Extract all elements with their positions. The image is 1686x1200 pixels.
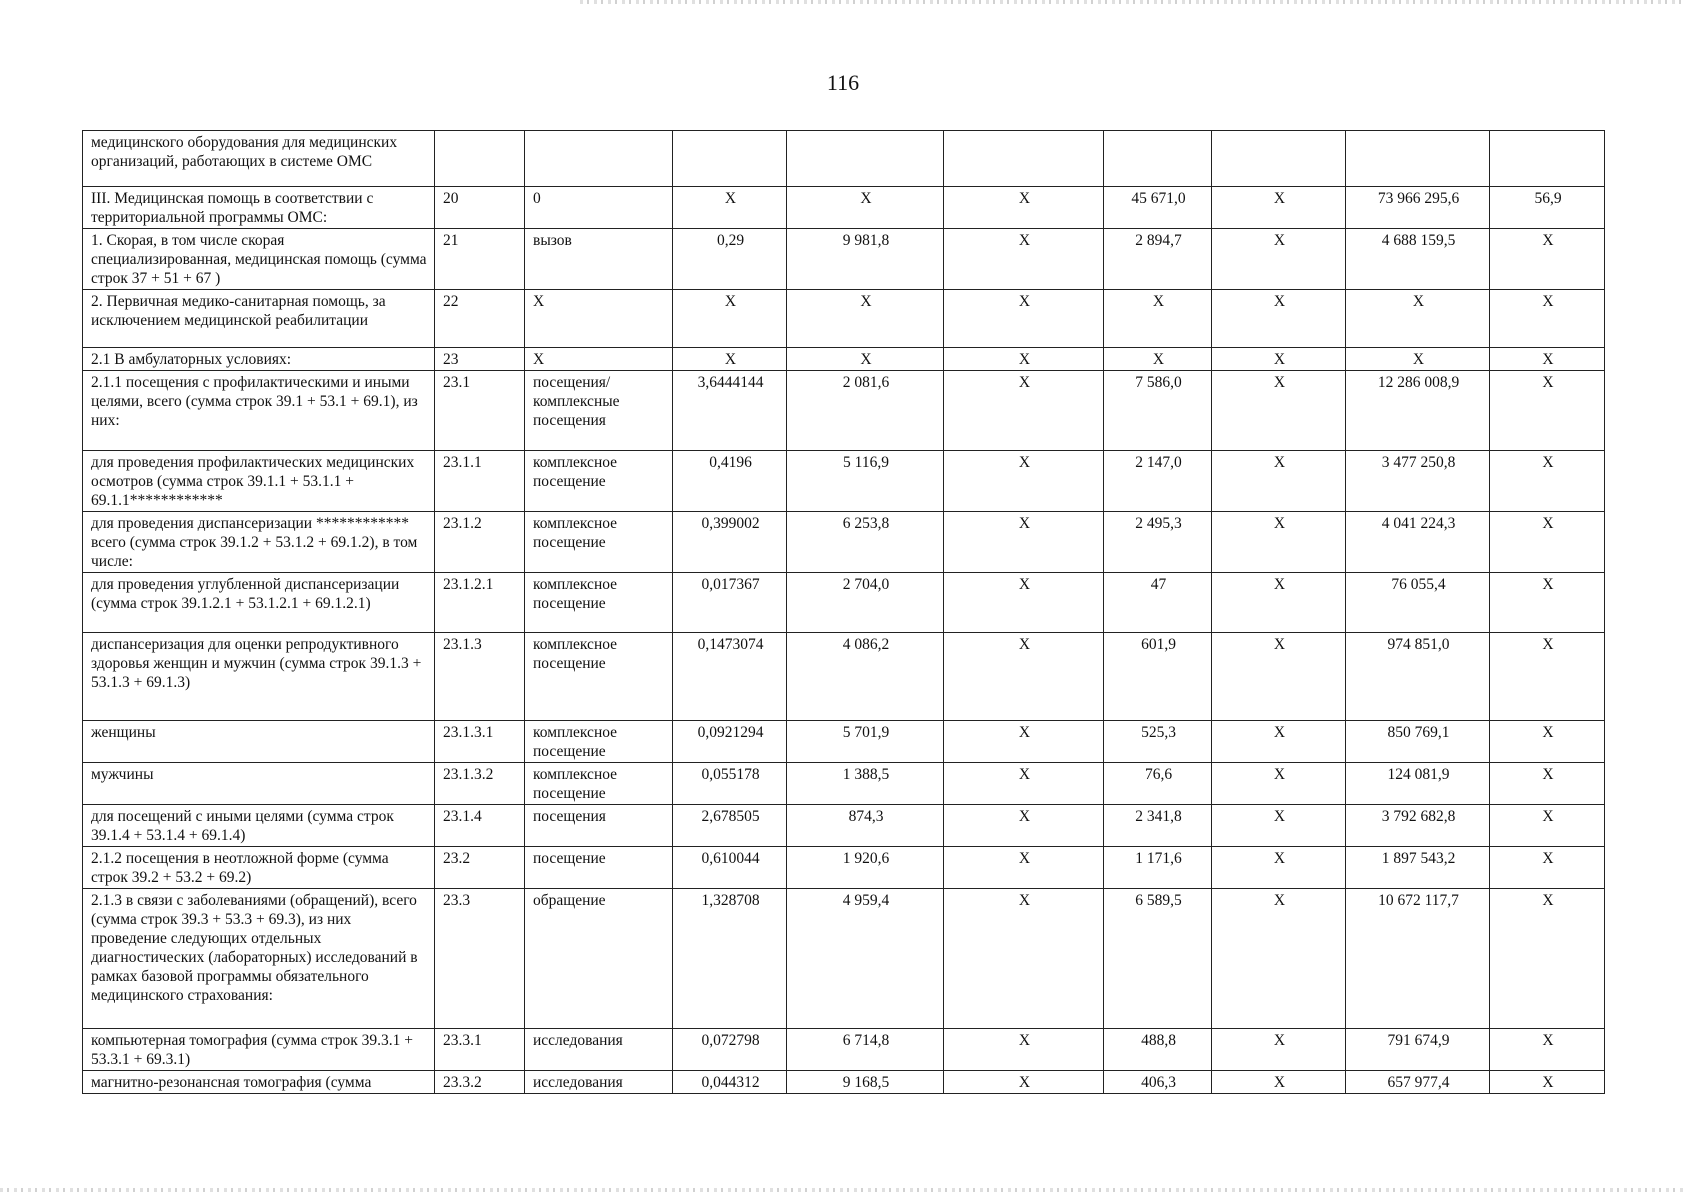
value-cell: X (944, 512, 1104, 573)
value-cell: 0,072798 (673, 1029, 787, 1071)
value-cell: 1,328708 (673, 889, 787, 1029)
value-cell: X (944, 1029, 1104, 1071)
table-row (83, 633, 1605, 721)
value-cell: 874,3 (787, 805, 944, 847)
value-cell: X (1212, 573, 1346, 633)
table-row (83, 512, 1605, 573)
value-cell: 2 495,3 (1104, 512, 1212, 573)
value-cell: 3,6444144 (673, 371, 787, 451)
value-cell: X (944, 805, 1104, 847)
value-cell: X (944, 348, 1104, 371)
value-cell: 56,9 (1490, 187, 1605, 229)
value-cell: 1 388,5 (787, 763, 944, 805)
value-cell: 124 081,9 (1346, 763, 1490, 805)
row-number: 23.1.2.1 (435, 573, 525, 633)
row-label: 1. Скорая, в том числе скорая специализированная, медицинская помощь (сумма строк 37 + 51 + 67 ) (83, 229, 435, 290)
table-row (83, 721, 1605, 763)
value-cell: 657 977,4 (1346, 1071, 1490, 1094)
value-cell: X (1104, 348, 1212, 371)
value-cell: X (1212, 451, 1346, 512)
unit-cell: комплексное посещение (525, 512, 673, 573)
value-cell: 10 672 117,7 (1346, 889, 1490, 1029)
value-cell: X (944, 573, 1104, 633)
row-label: магнитно-резонансная томография (сумма (83, 1071, 435, 1094)
value-cell: 5 116,9 (787, 451, 944, 512)
row-label: 2.1.1 посещения с профилактическими и иными целями, всего (сумма строк 39.1 + 53.1 + 69.1), из них: (83, 371, 435, 451)
unit-cell: X (525, 348, 673, 371)
value-cell (1490, 131, 1605, 187)
value-cell: 2,678505 (673, 805, 787, 847)
value-cell: X (1490, 1071, 1605, 1094)
value-cell: X (1490, 348, 1605, 371)
value-cell: 0,399002 (673, 512, 787, 573)
unit-cell: комплексное посещение (525, 721, 673, 763)
unit-cell: 0 (525, 187, 673, 229)
value-cell: 9 168,5 (787, 1071, 944, 1094)
value-cell: X (1212, 348, 1346, 371)
value-cell: X (787, 187, 944, 229)
value-cell: X (1212, 229, 1346, 290)
value-cell: 0,017367 (673, 573, 787, 633)
value-cell: X (1212, 847, 1346, 889)
row-number: 23.1 (435, 371, 525, 451)
table-body (83, 131, 1605, 1094)
table-row (83, 451, 1605, 512)
value-cell: 4 959,4 (787, 889, 944, 1029)
value-cell: 76,6 (1104, 763, 1212, 805)
value-cell: X (944, 721, 1104, 763)
value-cell: X (1212, 805, 1346, 847)
value-cell: 4 688 159,5 (1346, 229, 1490, 290)
value-cell: X (1490, 1029, 1605, 1071)
unit-cell: обращение (525, 889, 673, 1029)
unit-cell: исследования (525, 1071, 673, 1094)
value-cell: 2 147,0 (1104, 451, 1212, 512)
row-number: 23.1.3.2 (435, 763, 525, 805)
value-cell: 1 171,6 (1104, 847, 1212, 889)
value-cell (944, 131, 1104, 187)
value-cell: X (944, 633, 1104, 721)
value-cell: X (944, 451, 1104, 512)
value-cell: 406,3 (1104, 1071, 1212, 1094)
unit-cell: посещения/комплексные посещения (525, 371, 673, 451)
table-row (83, 1029, 1605, 1071)
value-cell: X (944, 187, 1104, 229)
value-cell: 76 055,4 (1346, 573, 1490, 633)
value-cell: X (944, 847, 1104, 889)
unit-cell: комплексное посещение (525, 633, 673, 721)
value-cell: 7 586,0 (1104, 371, 1212, 451)
value-cell: 9 981,8 (787, 229, 944, 290)
row-label: диспансеризация для оценки репродуктивного здоровья женщин и мужчин (сумма строк 39.1.3 + 53.1.3 + 69.1.3) (83, 633, 435, 721)
value-cell: 601,9 (1104, 633, 1212, 721)
value-cell: 73 966 295,6 (1346, 187, 1490, 229)
value-cell: X (1490, 371, 1605, 451)
value-cell: X (1490, 889, 1605, 1029)
value-cell: X (1490, 847, 1605, 889)
value-cell: 2 894,7 (1104, 229, 1212, 290)
value-cell: X (944, 889, 1104, 1029)
value-cell: 4 086,2 (787, 633, 944, 721)
value-cell: 12 286 008,9 (1346, 371, 1490, 451)
table-row (83, 763, 1605, 805)
value-cell: X (1104, 290, 1212, 348)
row-label: для проведения профилактических медицинских осмотров (сумма строк 39.1.1 + 53.1.1 + 69.1.1************ (83, 451, 435, 512)
value-cell: X (1346, 290, 1490, 348)
table-row (83, 847, 1605, 889)
value-cell: 0,29 (673, 229, 787, 290)
row-label: компьютерная томография (сумма строк 39.3.1 + 53.3.1 + 69.3.1) (83, 1029, 435, 1071)
value-cell: X (1212, 1029, 1346, 1071)
row-number: 23.1.3.1 (435, 721, 525, 763)
value-cell: 6 253,8 (787, 512, 944, 573)
value-cell: 47 (1104, 573, 1212, 633)
value-cell: X (1490, 805, 1605, 847)
row-number: 20 (435, 187, 525, 229)
row-label: 2.1.3 в связи с заболеваниями (обращений), всего (сумма строк 39.3 + 53.3 + 69.3), из них проведение следующих отдельных диагностических (лабораторных) исследований в рамках базовой программы обязательного медицинского страхования: (83, 889, 435, 1029)
value-cell: X (1212, 1071, 1346, 1094)
value-cell: 5 701,9 (787, 721, 944, 763)
value-cell: X (1490, 573, 1605, 633)
value-cell: 0,044312 (673, 1071, 787, 1094)
table-row (83, 229, 1605, 290)
value-cell: X (1490, 763, 1605, 805)
value-cell: 0,610044 (673, 847, 787, 889)
value-cell: 2 081,6 (787, 371, 944, 451)
page-number: 116 (826, 70, 860, 95)
value-cell: X (1490, 451, 1605, 512)
table-row (83, 131, 1605, 187)
value-cell: X (673, 348, 787, 371)
value-cell: 6 714,8 (787, 1029, 944, 1071)
value-cell: 1 920,6 (787, 847, 944, 889)
budget-table (82, 130, 1605, 1094)
row-label: женщины (83, 721, 435, 763)
row-label: для посещений с иными целями (сумма строк 39.1.4 + 53.1.4 + 69.1.4) (83, 805, 435, 847)
value-cell: X (1212, 371, 1346, 451)
unit-cell: комплексное посещение (525, 573, 673, 633)
value-cell: X (944, 763, 1104, 805)
table-row (83, 187, 1605, 229)
value-cell: 1 897 543,2 (1346, 847, 1490, 889)
value-cell: 45 671,0 (1104, 187, 1212, 229)
value-cell: X (1490, 290, 1605, 348)
value-cell: X (944, 290, 1104, 348)
row-number: 23.1.4 (435, 805, 525, 847)
value-cell: 0,055178 (673, 763, 787, 805)
row-number: 21 (435, 229, 525, 290)
table-row (83, 290, 1605, 348)
row-label: для проведения диспансеризации ************ всего (сумма строк 39.1.2 + 53.1.2 + 69.1.2), в том числе: (83, 512, 435, 573)
row-number: 23.1.1 (435, 451, 525, 512)
unit-cell (525, 131, 673, 187)
row-label: мужчины (83, 763, 435, 805)
row-number: 23.3.2 (435, 1071, 525, 1094)
table-row (83, 371, 1605, 451)
row-number: 23 (435, 348, 525, 371)
value-cell: X (787, 348, 944, 371)
value-cell: 0,1473074 (673, 633, 787, 721)
value-cell (1104, 131, 1212, 187)
value-cell (1346, 131, 1490, 187)
value-cell: 3 792 682,8 (1346, 805, 1490, 847)
value-cell: X (1212, 889, 1346, 1029)
value-cell: X (1212, 633, 1346, 721)
row-label: 2.1 В амбулаторных условиях: (83, 348, 435, 371)
value-cell: X (1490, 633, 1605, 721)
row-number: 23.3.1 (435, 1029, 525, 1071)
value-cell (673, 131, 787, 187)
unit-cell: посещение (525, 847, 673, 889)
value-cell: X (944, 371, 1104, 451)
value-cell: X (1490, 721, 1605, 763)
value-cell: 791 674,9 (1346, 1029, 1490, 1071)
unit-cell: X (525, 290, 673, 348)
value-cell: 850 769,1 (1346, 721, 1490, 763)
value-cell: 4 041 224,3 (1346, 512, 1490, 573)
row-number: 23.2 (435, 847, 525, 889)
value-cell: 3 477 250,8 (1346, 451, 1490, 512)
value-cell: X (673, 290, 787, 348)
row-number: 23.1.3 (435, 633, 525, 721)
value-cell: X (1212, 512, 1346, 573)
unit-cell: комплексное посещение (525, 451, 673, 512)
value-cell (1212, 131, 1346, 187)
row-label: 2. Первичная медико-санитарная помощь, за исключением медицинской реабилитации (83, 290, 435, 348)
value-cell: X (944, 1071, 1104, 1094)
value-cell: 2 704,0 (787, 573, 944, 633)
value-cell: 0,0921294 (673, 721, 787, 763)
table-row (83, 348, 1605, 371)
value-cell: 525,3 (1104, 721, 1212, 763)
row-number: 23.1.2 (435, 512, 525, 573)
value-cell: 2 341,8 (1104, 805, 1212, 847)
scan-artifact-top (580, 0, 1686, 4)
value-cell: X (1490, 512, 1605, 573)
value-cell: 974 851,0 (1346, 633, 1490, 721)
value-cell: 488,8 (1104, 1029, 1212, 1071)
value-cell: X (1212, 187, 1346, 229)
unit-cell: посещения (525, 805, 673, 847)
value-cell: 6 589,5 (1104, 889, 1212, 1029)
value-cell (787, 131, 944, 187)
row-number: 23.3 (435, 889, 525, 1029)
table-row (83, 805, 1605, 847)
value-cell: X (1490, 229, 1605, 290)
row-label: для проведения углубленной диспансеризации (сумма строк 39.1.2.1 + 53.1.2.1 + 69.1.2.1) (83, 573, 435, 633)
value-cell: X (787, 290, 944, 348)
table-row (83, 573, 1605, 633)
value-cell: X (673, 187, 787, 229)
value-cell: X (1212, 763, 1346, 805)
table-row (83, 1071, 1605, 1094)
value-cell: X (944, 229, 1104, 290)
unit-cell: вызов (525, 229, 673, 290)
value-cell: X (1212, 721, 1346, 763)
value-cell: X (1346, 348, 1490, 371)
unit-cell: исследования (525, 1029, 673, 1071)
value-cell: X (1212, 290, 1346, 348)
scan-artifact-bottom (0, 1188, 1686, 1192)
row-number: 22 (435, 290, 525, 348)
table-row (83, 889, 1605, 1029)
row-number (435, 131, 525, 187)
row-label: III. Медицинская помощь в соответствии с территориальной программы ОМС: (83, 187, 435, 229)
value-cell: 0,4196 (673, 451, 787, 512)
unit-cell: комплексное посещение (525, 763, 673, 805)
row-label: 2.1.2 посещения в неотложной форме (сумма строк 39.2 + 53.2 + 69.2) (83, 847, 435, 889)
row-label: медицинского оборудования для медицинских организаций, работающих в системе ОМС (83, 131, 435, 187)
